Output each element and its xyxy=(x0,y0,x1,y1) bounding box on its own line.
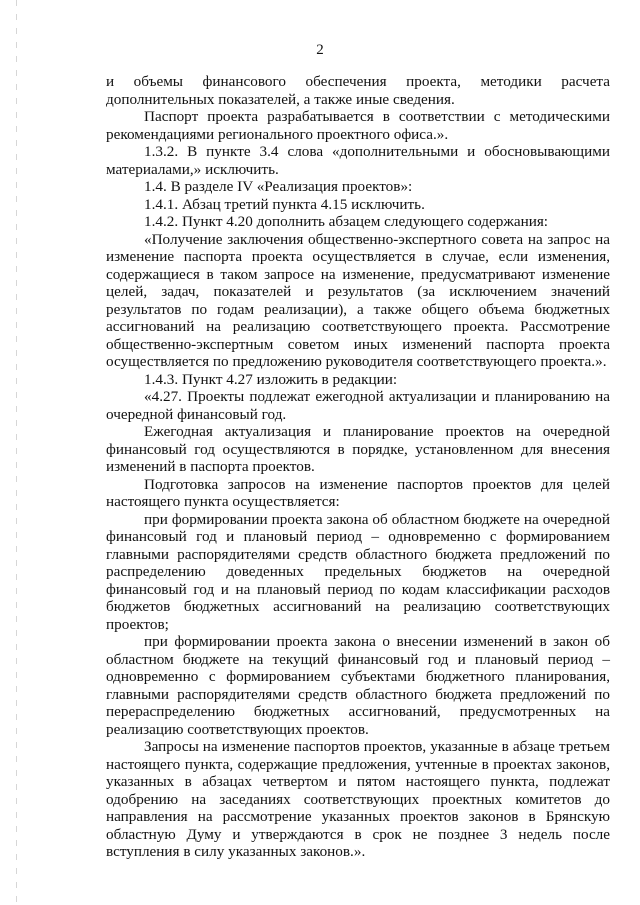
paragraph: 1.4.1. Абзац третий пункта 4.15 исключить. xyxy=(144,195,425,213)
paragraph: Запросы на изменение паспортов проектов, указанные в абзаце третьем настоящего пункта, содержащие предложения, учтенные в проектах законов, указанных в абзацах четвертом и пятом настоящего пункта, подлежат одобрению на заседаниях соответствующих проектных комитетов до направления на рассмотрение указанных проектов законов в Брянскую областную Думу и утверждаются в срок не позднее 3 недель после вступления в силу указанных законов.». xyxy=(106,738,610,860)
scan-edge-mark xyxy=(16,0,17,905)
page-number: 2 xyxy=(316,42,324,58)
document-body xyxy=(106,73,610,861)
paragraph: Ежегодная актуализация и планирование проектов на очередной финансовый год осуществляются в порядке, установленном для внесения изменений в паспорта проектов. xyxy=(106,423,610,475)
paragraph: «4.27. Проекты подлежат ежегодной актуализации и планированию на очередной финансовый год. xyxy=(106,388,610,423)
paragraph: Паспорт проекта разрабатывается в соответствии с методическими рекомендациями регионального проектного офиса.». xyxy=(106,108,610,143)
paragraph: при формировании проекта закона об областном бюджете на очередной финансовый год и плановый период – одновременно с формированием главными распорядителями средств областного бюджета предложений по распределению доведенных предельных бюджетов на очередной финансовый год и на плановый период по кодам классификации расходов бюджетов бюджетных ассигнований на реализацию соответствующих проектов; xyxy=(106,510,610,633)
paragraph: 1.4. В разделе IV «Реализация проектов»: xyxy=(144,178,413,195)
paragraph: и объемы финансового обеспечения проекта, методики расчета дополнительных показателей, а также иные сведения. xyxy=(106,73,610,108)
paragraph: 1.3.2. В пункте 3.4 слова «дополнительными и обосновывающими материалами,» исключить. xyxy=(106,143,610,178)
paragraph: Подготовка запросов на изменение паспортов проектов для целей настоящего пункта осуществляется: xyxy=(106,475,610,510)
paragraph: 1.4.2. Пункт 4.20 дополнить абзацем следующего содержания: xyxy=(144,213,549,230)
paragraph: «Получение заключения общественно-экспертного совета на запрос на изменение паспорта проекта осуществляется в случае, если изменения, содержащиеся в таком запросе на изменение, предусматривают изменение целей, задач, показателей и результатов (за исключением значений результатов по годам реализации), а также общего объема бюджетных ассигнований на реализацию соответствующего проекта. Рассмотрение общественно-экспертным советом иных изменений паспорта проекта осуществляется по предложению руководителя соответствующего проекта.». xyxy=(106,230,610,370)
paragraph: 1.4.3. Пункт 4.27 изложить в редакции: xyxy=(144,370,398,388)
paragraph: при формировании проекта закона о внесении изменений в закон об областном бюджете на текущий финансовый год и плановый период – одновременно с формированием субъектами бюджетного планирования, главными распорядителями средств областного бюджета предложений по перераспределению бюджетных ассигнований, предусмотренных на реализацию соответствующих проектов. xyxy=(106,633,610,738)
